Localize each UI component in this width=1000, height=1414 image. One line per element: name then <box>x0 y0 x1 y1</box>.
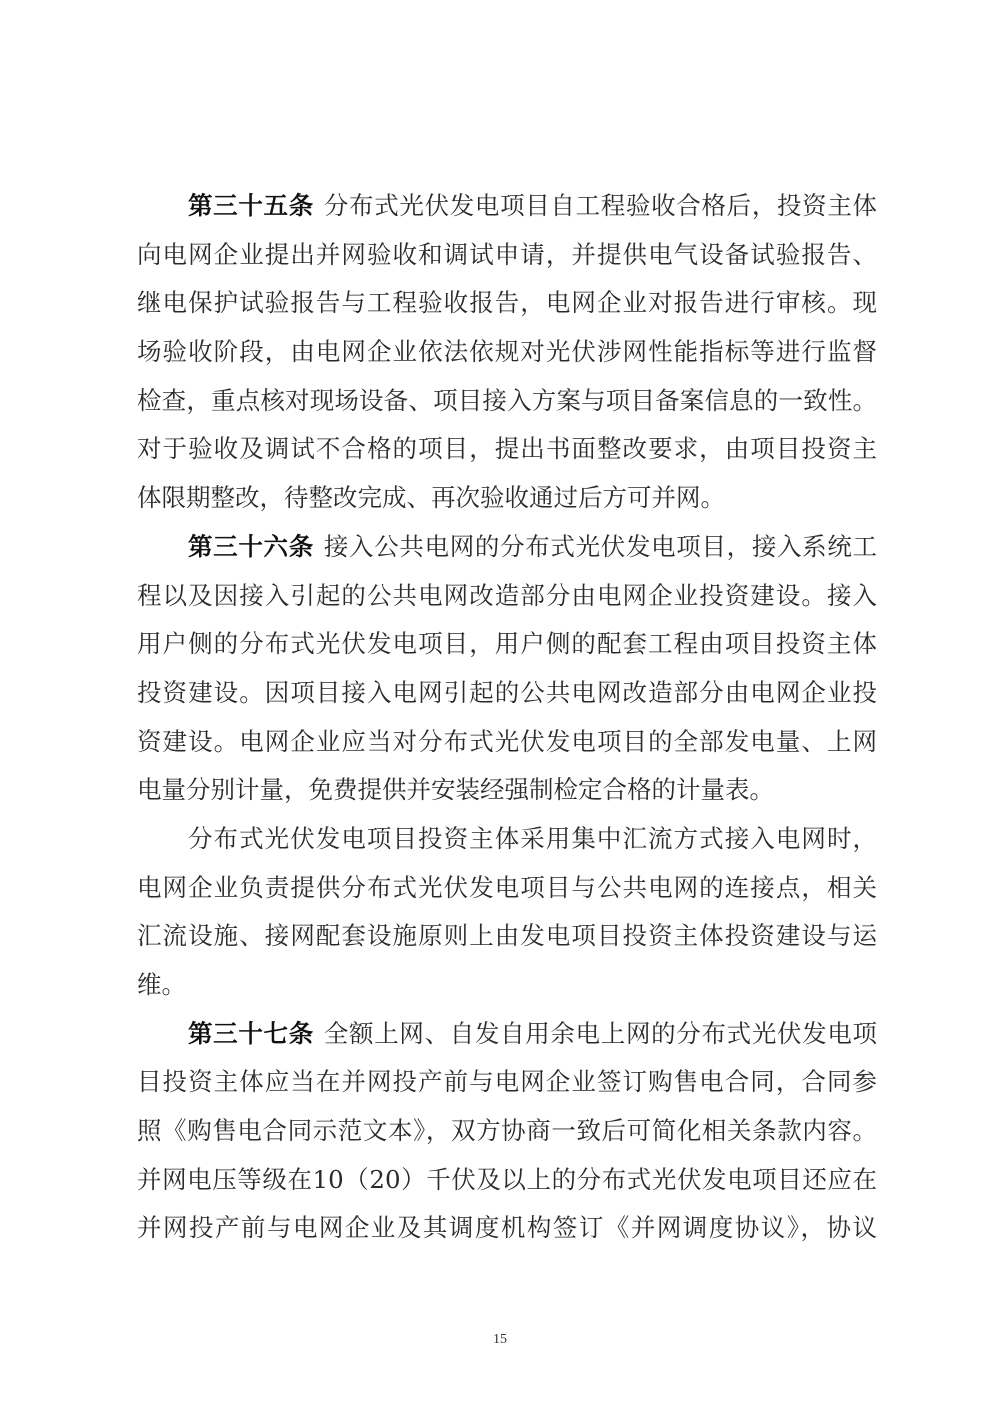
text-line: 分布式光伏发电项目自工程验收合格后，投资主体 <box>323 191 878 220</box>
text-line: 照《购售电合同示范文本》，双方协商一致后可简化相关条款内容。 <box>137 1116 877 1146</box>
text-line: 资建设。电网企业应当对分布式光伏发电项目的全部发电量、上网 <box>137 726 877 756</box>
article-35-line <box>137 182 877 231</box>
article-36-heading: 第三十六条 <box>188 531 314 561</box>
text-line: 目投资主体应当在并网投产前与电网企业签订购售电合同，合同参 <box>137 1067 877 1097</box>
text-line: 接入公共电网的分布式光伏发电项目，接入系统工 <box>323 531 878 561</box>
text-line: 用户侧的分布式光伏发电项目，用户侧的配套工程由项目投资主体 <box>137 629 877 659</box>
text-line: 并网投产前与电网企业及其调度机构签订《并网调度协议》，协议 <box>137 1213 877 1243</box>
text-line: 体限期整改，待整改完成、再次验收通过后方可并网。 <box>137 483 725 513</box>
text-line: 程以及因接入引起的公共电网改造部分由电网企业投资建设。接入 <box>137 580 877 610</box>
text-line: 向电网企业提出并网验收和调试申请，并提供电气设备试验报告、 <box>137 239 877 269</box>
article-36-line <box>137 523 877 572</box>
article-35-heading: 第三十五条 <box>188 191 314 220</box>
text-line: 继电保护试验报告与工程验收报告，电网企业对报告进行审核。现 <box>137 288 877 318</box>
text-line: 电量分别计量，免费提供并安装经强制检定合格的计量表。 <box>137 775 774 805</box>
text-line: 维。 <box>137 970 186 999</box>
text-line: 对于验收及调试不合格的项目，提出书面整改要求，由项目投资主 <box>137 434 877 464</box>
text-line: 汇流设施、接网配套设施原则上由发电项目投资主体投资建设与运 <box>137 921 877 951</box>
page-number: 15 <box>493 1332 507 1347</box>
text-line: 电网企业负责提供分布式光伏发电项目与公共电网的连接点，相关 <box>137 872 877 902</box>
article-37-heading: 第三十七条 <box>188 1018 314 1048</box>
text-line: 分布式光伏发电项目投资主体采用集中汇流方式接入电网时， <box>188 823 877 853</box>
text-line: 并网电压等级在10（20）千伏及以上的分布式光伏发电项目还应在 <box>137 1164 877 1194</box>
text-line: 全额上网、自发自用余电上网的分布式光伏发电项 <box>323 1018 878 1048</box>
text-line: 场验收阶段，由电网企业依法依规对光伏涉网性能指标等进行监督 <box>137 337 877 367</box>
text-line: 投资建设。因项目接入电网引起的公共电网改造部分由电网企业投 <box>137 677 877 707</box>
document-body <box>137 182 877 1253</box>
article-37-line <box>137 1010 877 1059</box>
text-line: 检查，重点核对现场设备、项目接入方案与项目备案信息的一致性。 <box>137 385 877 415</box>
